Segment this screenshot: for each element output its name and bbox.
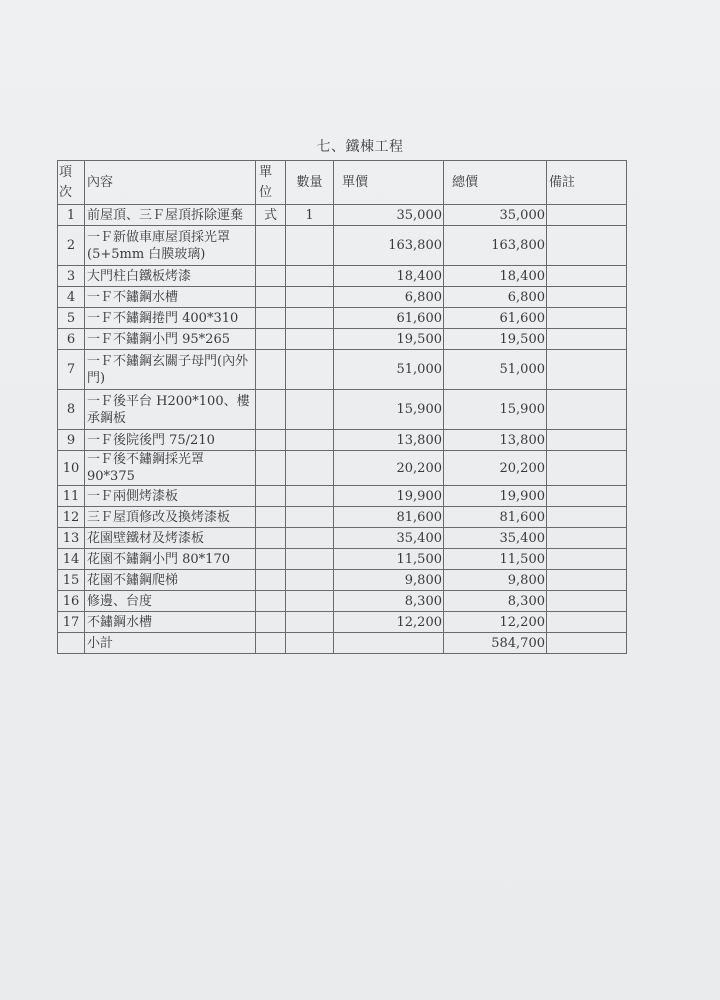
table-row xyxy=(58,570,627,591)
cell-remarks xyxy=(547,308,627,329)
cell-unit-price: 11,500 xyxy=(334,549,444,570)
cell-no: 16 xyxy=(58,591,85,612)
cell-unit-price: 163,800 xyxy=(334,226,444,266)
cell-total: 19,900 xyxy=(444,486,547,507)
cell-unit xyxy=(256,507,286,528)
cell-content: 一Ｆ新做車庫屋頂採光罩(5+5mm 白膜玻璃) xyxy=(85,226,256,266)
cell-qty xyxy=(286,451,334,486)
header-unit-price: 單價 xyxy=(334,161,444,205)
cell-qty xyxy=(286,350,334,390)
cell-remarks xyxy=(547,591,627,612)
cell-qty xyxy=(286,329,334,350)
cell-remarks xyxy=(547,528,627,549)
cell-remarks xyxy=(547,226,627,266)
cell-content: 一Ｆ不鏽鋼玄關子母門(內外門) xyxy=(85,350,256,390)
cell-remarks xyxy=(547,329,627,350)
cell-content: 前屋頂、三Ｆ屋頂拆除運棄 xyxy=(85,205,256,226)
cell-no: 5 xyxy=(58,308,85,329)
header-unit-line1: 單 xyxy=(259,164,273,180)
cell-unit xyxy=(256,390,286,430)
cell-unit-price: 81,600 xyxy=(334,507,444,528)
cell-remarks xyxy=(547,570,627,591)
header-item-no xyxy=(58,161,85,205)
cell-no: 13 xyxy=(58,528,85,549)
cell-content: 一Ｆ後不鏽鋼採光罩 90*375 xyxy=(85,451,256,486)
cell-no: 15 xyxy=(58,570,85,591)
cell-qty xyxy=(286,570,334,591)
cell-remarks xyxy=(547,451,627,486)
cell-content: 花園壁鐵材及烤漆板 xyxy=(85,528,256,549)
cell-unit xyxy=(256,486,286,507)
cell-content: 修邊、台度 xyxy=(85,591,256,612)
cell-unit-price: 13,800 xyxy=(334,430,444,451)
cell-total: 61,600 xyxy=(444,308,547,329)
cell-total: 19,500 xyxy=(444,329,547,350)
cell-qty xyxy=(286,633,334,654)
cell-qty xyxy=(286,308,334,329)
header-item-no-line2: 次 xyxy=(59,184,73,200)
cell-content: 一Ｆ不鏽鋼小門 95*265 xyxy=(85,329,256,350)
cell-unit-price: 18,400 xyxy=(334,266,444,287)
cell-content: 一Ｆ不鏽鋼捲門 400*310 xyxy=(85,308,256,329)
cell-no: 2 xyxy=(58,226,85,266)
subtotal-total: 584,700 xyxy=(444,633,547,654)
cell-unit-price: 61,600 xyxy=(334,308,444,329)
table-row xyxy=(58,266,627,287)
cell-no: 12 xyxy=(58,507,85,528)
cell-remarks xyxy=(547,266,627,287)
cell-no: 10 xyxy=(58,451,85,486)
table-row xyxy=(58,591,627,612)
cell-no: 11 xyxy=(58,486,85,507)
subtotal-row xyxy=(58,633,627,654)
cell-qty: 1 xyxy=(286,205,334,226)
cell-total: 18,400 xyxy=(444,266,547,287)
cell-unit-price: 15,900 xyxy=(334,390,444,430)
header-content: 內容 xyxy=(85,161,256,205)
cell-qty xyxy=(286,390,334,430)
cell-no: 6 xyxy=(58,329,85,350)
cell-remarks xyxy=(547,633,627,654)
cell-unit xyxy=(256,612,286,633)
cell-unit xyxy=(256,226,286,266)
cell-unit xyxy=(256,591,286,612)
cell-content: 一Ｆ後院後門 75/210 xyxy=(85,430,256,451)
cell-unit-price: 20,200 xyxy=(334,451,444,486)
cell-total: 13,800 xyxy=(444,430,547,451)
cell-qty xyxy=(286,430,334,451)
cell-unit-price: 12,200 xyxy=(334,612,444,633)
table-row xyxy=(58,430,627,451)
cell-total: 163,800 xyxy=(444,226,547,266)
section-title: 七、鐵棟工程 xyxy=(316,139,404,155)
cell-unit xyxy=(256,430,286,451)
cell-unit xyxy=(256,350,286,390)
cell-total: 35,000 xyxy=(444,205,547,226)
table-row xyxy=(58,205,627,226)
table-row xyxy=(58,308,627,329)
header-remarks: 備註 xyxy=(547,161,627,205)
cell-unit xyxy=(256,528,286,549)
header-unit-line2: 位 xyxy=(259,184,273,200)
cell-unit xyxy=(256,633,286,654)
cell-content: 大門柱白鐵板烤漆 xyxy=(85,266,256,287)
header-total: 總價 xyxy=(444,161,547,205)
cell-total: 20,200 xyxy=(444,451,547,486)
cell-no: 8 xyxy=(58,390,85,430)
cell-unit-price: 19,500 xyxy=(334,329,444,350)
cell-unit xyxy=(256,549,286,570)
table-row xyxy=(58,287,627,308)
cell-unit-price xyxy=(334,633,444,654)
cell-content: 不鏽鋼水槽 xyxy=(85,612,256,633)
cell-remarks xyxy=(547,486,627,507)
cell-unit: 式 xyxy=(256,205,286,226)
cell-unit xyxy=(256,266,286,287)
cell-qty xyxy=(286,612,334,633)
cell-unit xyxy=(256,287,286,308)
cell-unit xyxy=(256,570,286,591)
cell-content: 一Ｆ兩側烤漆板 xyxy=(85,486,256,507)
cell-remarks xyxy=(547,287,627,308)
cell-unit-price: 8,300 xyxy=(334,591,444,612)
table-row xyxy=(58,390,627,430)
cell-qty xyxy=(286,549,334,570)
table-header-row xyxy=(58,161,627,205)
cell-content: 一Ｆ後平台 H200*100、樓承鋼板 xyxy=(85,390,256,430)
cell-content: 一Ｆ不鏽鋼水槽 xyxy=(85,287,256,308)
cell-no: 14 xyxy=(58,549,85,570)
table-row xyxy=(58,486,627,507)
cost-table xyxy=(57,160,627,654)
cell-unit xyxy=(256,451,286,486)
cell-total: 11,500 xyxy=(444,549,547,570)
cell-unit-price: 35,000 xyxy=(334,205,444,226)
header-item-no-line1: 項 xyxy=(59,164,73,180)
table-row xyxy=(58,549,627,570)
cell-total: 35,400 xyxy=(444,528,547,549)
cell-remarks xyxy=(547,430,627,451)
cell-unit-price: 6,800 xyxy=(334,287,444,308)
cell-total: 12,200 xyxy=(444,612,547,633)
cell-unit xyxy=(256,308,286,329)
cell-total: 51,000 xyxy=(444,350,547,390)
table-row xyxy=(58,612,627,633)
table-row xyxy=(58,451,627,486)
cell-total: 9,800 xyxy=(444,570,547,591)
cell-no: 1 xyxy=(58,205,85,226)
cell-remarks xyxy=(547,612,627,633)
cell-remarks xyxy=(547,205,627,226)
table-row xyxy=(58,226,627,266)
cell-qty xyxy=(286,287,334,308)
cell-content: 花園不鏽鋼爬梯 xyxy=(85,570,256,591)
cell-no xyxy=(58,633,85,654)
cell-remarks xyxy=(547,350,627,390)
cell-unit-price: 35,400 xyxy=(334,528,444,549)
table-row xyxy=(58,329,627,350)
cell-qty xyxy=(286,486,334,507)
cell-no: 3 xyxy=(58,266,85,287)
cell-no: 17 xyxy=(58,612,85,633)
table-row xyxy=(58,528,627,549)
cell-qty xyxy=(286,507,334,528)
header-qty: 數量 xyxy=(286,161,334,205)
table-row xyxy=(58,350,627,390)
cell-unit-price: 9,800 xyxy=(334,570,444,591)
cell-remarks xyxy=(547,507,627,528)
cell-content: 花園不鏽鋼小門 80*170 xyxy=(85,549,256,570)
cell-qty xyxy=(286,591,334,612)
cell-remarks xyxy=(547,549,627,570)
cell-total: 8,300 xyxy=(444,591,547,612)
header-unit xyxy=(256,161,286,205)
cell-remarks xyxy=(547,390,627,430)
table-row xyxy=(58,507,627,528)
cell-qty xyxy=(286,266,334,287)
cell-unit-price: 51,000 xyxy=(334,350,444,390)
cell-qty xyxy=(286,528,334,549)
cell-content: 三Ｆ屋頂修改及換烤漆板 xyxy=(85,507,256,528)
cell-no: 9 xyxy=(58,430,85,451)
cell-total: 6,800 xyxy=(444,287,547,308)
cell-total: 81,600 xyxy=(444,507,547,528)
cell-total: 15,900 xyxy=(444,390,547,430)
cell-unit xyxy=(256,329,286,350)
cell-unit-price: 19,900 xyxy=(334,486,444,507)
cell-no: 4 xyxy=(58,287,85,308)
cell-no: 7 xyxy=(58,350,85,390)
cell-qty xyxy=(286,226,334,266)
subtotal-label: 小計 xyxy=(85,633,256,654)
